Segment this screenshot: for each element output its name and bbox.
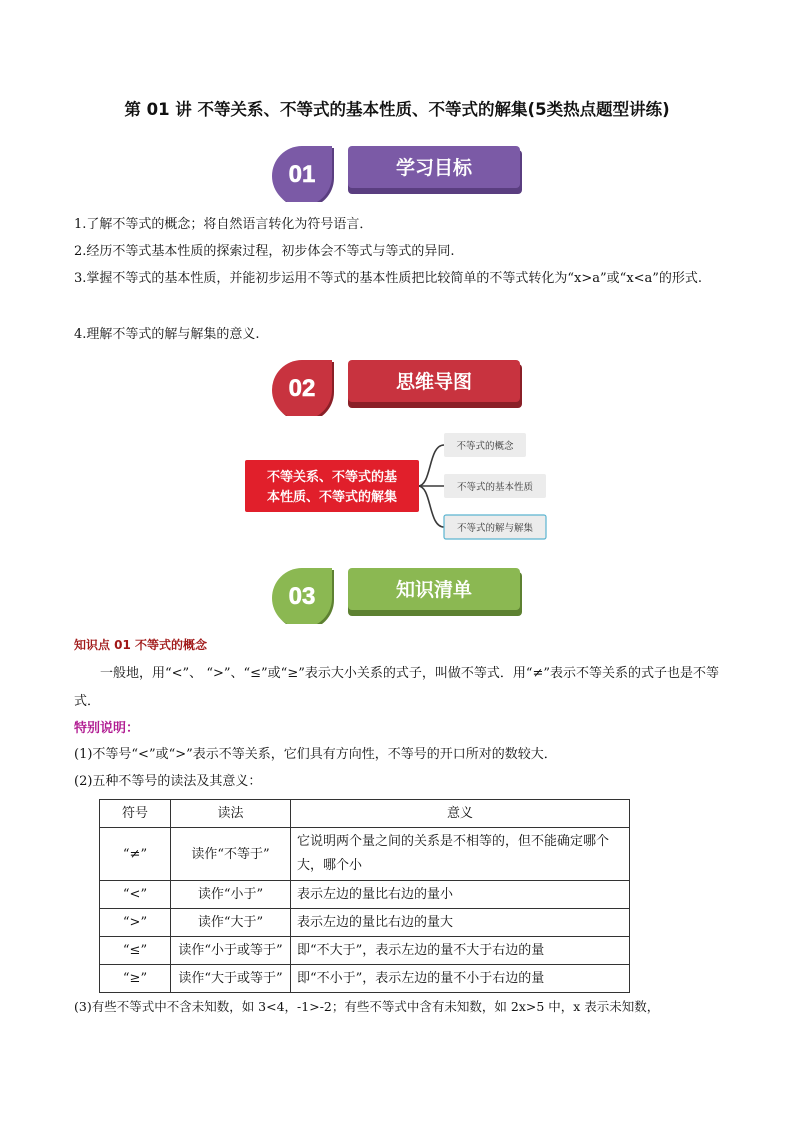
table-row: [100, 937, 630, 965]
cell-symbol: “≤”: [100, 937, 171, 965]
cell-symbol: “<”: [100, 881, 171, 909]
cell-symbol: “≠”: [100, 828, 171, 881]
note-1: (1)不等号“<”或“>”表示不等关系，它们具有方向性，不等号的开口所对的数较大．: [74, 747, 557, 762]
cell-meaning: 表示左边的量比右边的量小: [291, 881, 630, 909]
table-row: [100, 881, 630, 909]
section-badge-02: [268, 356, 524, 416]
cell-reading: 读作“大于”: [171, 909, 291, 937]
cell-meaning: 即“不小于”，表示左边的量不小于右边的量: [291, 965, 630, 993]
cell-reading: 读作“大于或等于”: [171, 965, 291, 993]
header-meaning: 意义: [291, 800, 630, 828]
document-title: 第 01 讲 不等关系、不等式的基本性质、不等式的解集(5类热点题型讲练): [124, 100, 670, 119]
table-header-row: [100, 800, 630, 828]
section-badge-01: [268, 142, 524, 202]
mindmap-center-line1: 不等关系、不等式的基: [266, 470, 398, 485]
header-reading: 读法: [171, 800, 291, 828]
cell-meaning: 它说明两个量之间的关系是不相等的，但不能确定哪个大，哪个小: [291, 828, 630, 881]
cell-symbol: “≥”: [100, 965, 171, 993]
mindmap-connector-1: [418, 445, 444, 486]
mindmap-center-line2: 本性质、不等式的解集: [266, 490, 398, 505]
badge-number-03: 03: [288, 583, 316, 610]
mindmap-connector-3: [418, 486, 444, 527]
mindmap-branch-3: 不等式的解与解集: [456, 523, 534, 534]
cell-meaning: 表示左边的量比右边的量大: [291, 909, 630, 937]
badge-number-02: 02: [288, 375, 316, 402]
special-note-label: 特别说明：: [74, 721, 140, 736]
header-symbol: 符号: [100, 800, 171, 828]
cell-symbol: “>”: [100, 909, 171, 937]
note-2: (2)五种不等号的读法及其意义：: [74, 774, 262, 789]
cell-reading: 读作“小于或等于”: [171, 937, 291, 965]
inequality-signs-table: [99, 799, 630, 993]
objective-2: 2.经历不等式基本性质的探索过程，初步体会不等式与等式的异同.: [74, 244, 455, 259]
objective-1: 1.了解不等式的概念；将自然语言转化为符号语言．: [74, 217, 373, 232]
table-row: [100, 965, 630, 993]
mindmap-branch-1: 不等式的概念: [456, 441, 514, 452]
badge-label-01: 学习目标: [395, 157, 473, 179]
mind-map: [240, 426, 556, 546]
section-badge-03: [268, 564, 524, 624]
badge-number-01: 01: [288, 161, 316, 188]
objective-4: 4.理解不等式的解与解集的意义.: [74, 327, 260, 342]
definition-text: 一般地，用“<”、 “>”、“≤”或“≥”表示大小关系的式子，叫做不等式．用“≠”表示不等关系的式子也是不等式．: [74, 666, 720, 709]
mindmap-branch-2: 不等式的基本性质: [456, 482, 534, 493]
badge-label-02: 思维导图: [395, 371, 473, 393]
cell-meaning: 即“不大于”，表示左边的量不大于右边的量: [291, 937, 630, 965]
table-row: [100, 909, 630, 937]
note-3: (3)有些不等式中不含未知数，如 3<4，-1>-2；有些不等式中含有未知数，如 2x>5 中，x 表示未知数，: [74, 999, 660, 1014]
table-row: [100, 828, 630, 881]
knowledge-point-title: 知识点 01 不等式的概念: [74, 638, 208, 652]
cell-reading: 读作“不等于”: [171, 828, 291, 881]
cell-reading: 读作“小于”: [171, 881, 291, 909]
objective-3: 3.掌握不等式的基本性质，并能初步运用不等式的基本性质把比较简单的不等式转化为“x>a”或“x<a”的形式.: [74, 271, 703, 286]
badge-label-03: 知识清单: [395, 579, 473, 601]
